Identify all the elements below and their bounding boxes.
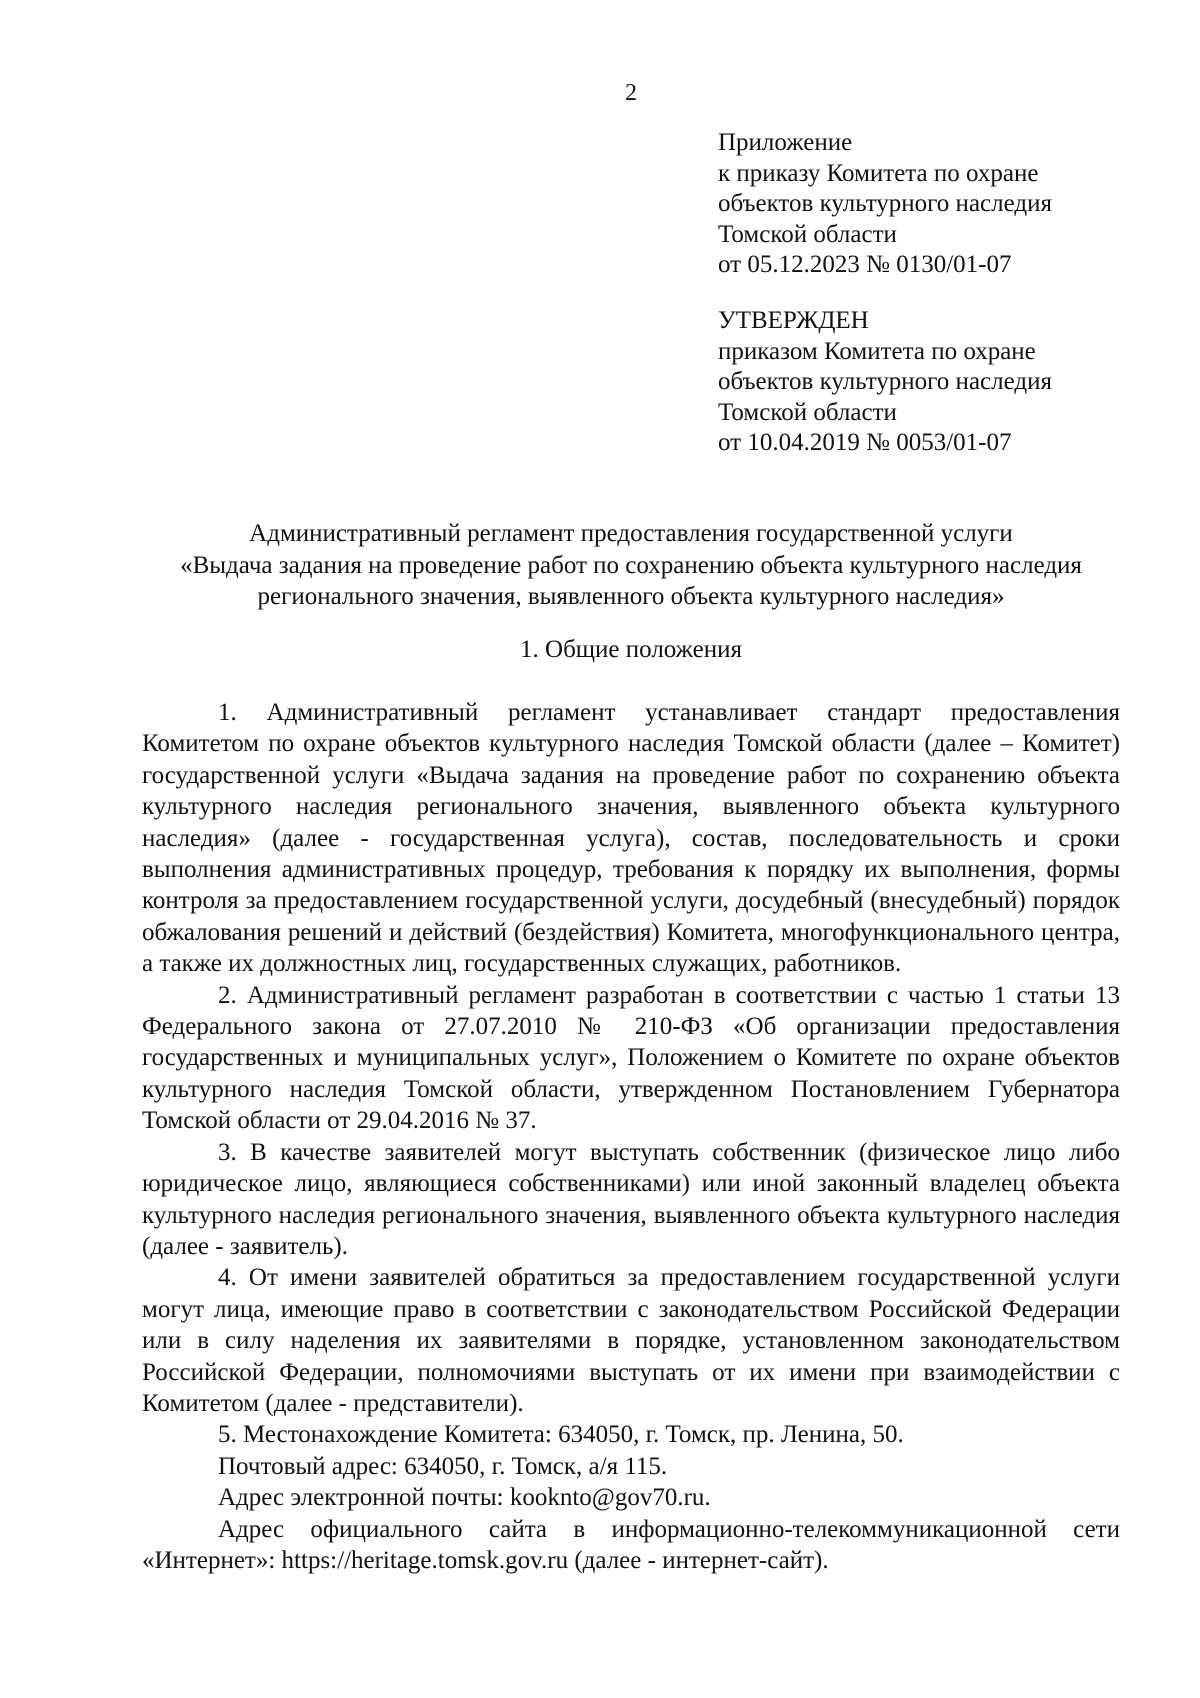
document-title-line: регионального значения, выявленного объекта культурного наследия» xyxy=(257,583,1005,610)
approval-line: Томской области xyxy=(718,398,897,426)
paragraph-3: 3. В качестве заявителей могут выступать собственник (физическое лицо либо юридическое лицо, являющиеся собственниками) или иной законный владелец объекта культурного наследия регионального значения, выявленного объекта культурного наследия (далее - заявитель). xyxy=(142,1138,1120,1260)
paragraph-2: 2. Административный регламент разработан в соответствии с частью 1 статьи 13 Федерального закона от 27.07.2010 № 210-ФЗ «Об организации предоставления государственных и муниципальных услуг», Положением о Комитете по охране объектов культурного наследия Томской области, утвержденном Постановлением Губернатора Томской области от 29.04.2016 № 37. xyxy=(142,981,1120,1135)
document-body xyxy=(142,697,1120,1576)
annex-line: Томской области xyxy=(718,220,897,248)
approval-heading: УТВЕРЖДЕН xyxy=(718,307,869,334)
annex-line: к приказу Комитета по охране xyxy=(718,159,1039,187)
page-number: 2 xyxy=(625,80,637,106)
annex-line: Приложение xyxy=(718,129,853,156)
paragraph-email: Адрес электронной почты: kooknto@gov70.ru. xyxy=(218,1484,711,1512)
paragraph-postal-address: Почтовый адрес: 634050, г. Томск, а/я 115. xyxy=(218,1452,668,1480)
annex-block xyxy=(718,128,1158,281)
approval-block xyxy=(718,306,1158,459)
document-title xyxy=(140,518,1122,613)
paragraph-5-location: 5. Местонахождение Комитета: 634050, г. Томск, пр. Ленина, 50. xyxy=(218,1421,904,1449)
annex-line: объектов культурного наследия xyxy=(718,190,1052,217)
paragraph-website: Адрес официального сайта в информационно-телекоммуникационной сети «Интернет»: https://heritage.tomsk.gov.ru (далее - интернет-сайт). xyxy=(142,1515,1120,1574)
paragraph-4: 4. От имени заявителей обратиться за предоставлением государственной услуги могут лица, имеющие право в соответствии с законодательством Российской Федерации или в силу наделения их заявителями в порядке, установленном законодательством Российской Федерации, полномочиями выступать от их имени при взаимодействии с Комитетом (далее - представители). xyxy=(142,1264,1120,1417)
approval-date-line: от 10.04.2019 № 0053/01-07 xyxy=(718,429,1012,456)
paragraph-1: 1. Административный регламент устанавливает стандарт предоставления Комитетом по охране объектов культурного наследия Томской области (далее – Комитет) государственной услуги «Выдача задания на проведение работ по сохранению объекта культурного наследия регионального значения, выявленного объекта культурного наследия» (далее - государственная услуга), состав, последовательность и сроки выполнения административных процедур, требования к порядку их выполнения, формы контроля за предоставлением государственной услуги, досудебный (внесудебный) порядок обжалования решений и действий (бездействия) Комитета, многофункционального центра, а также их должностных лиц, государственных служащих, работников. xyxy=(142,699,1120,978)
document-title-line: «Выдача задания на проведение работ по сохранению объекта культурного наследия xyxy=(180,551,1082,579)
approval-line: приказом Комитета по охране xyxy=(718,337,1036,365)
approval-line: объектов культурного наследия xyxy=(718,368,1052,395)
section-title: 1. Общие положения xyxy=(520,636,742,663)
document-title-line: Административный регламент предоставления государственной услуги xyxy=(249,520,1013,547)
annex-date-line: от 05.12.2023 № 0130/01-07 xyxy=(718,251,1012,278)
